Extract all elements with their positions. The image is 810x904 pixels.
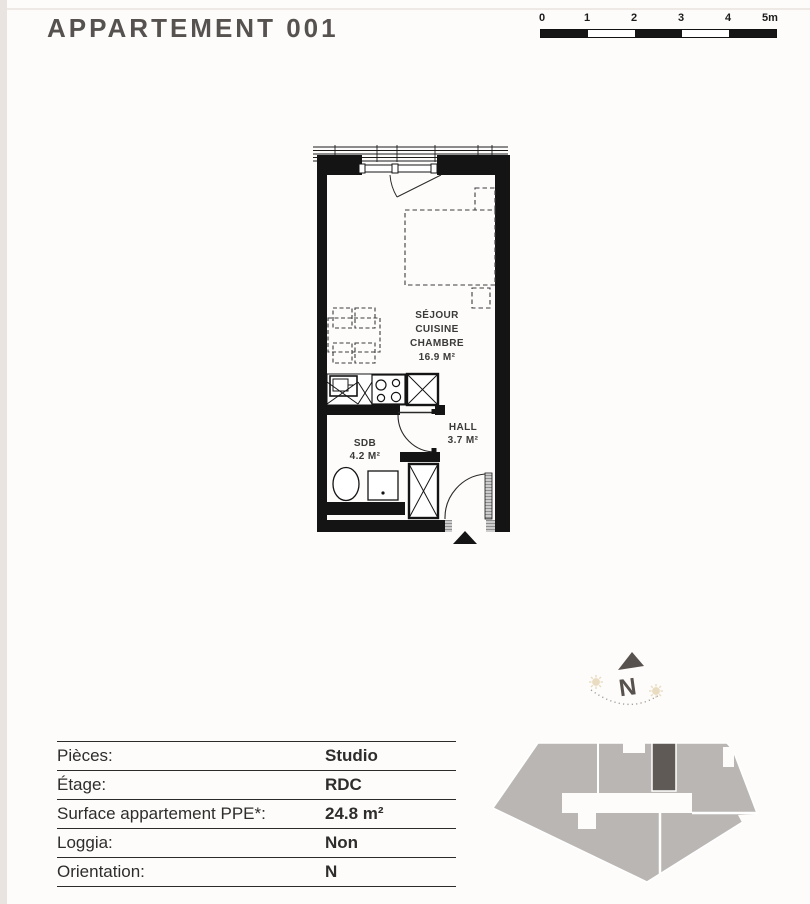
- room-label-sdb: SDB: [353, 438, 377, 449]
- room-label-cuisine: CUISINE: [415, 324, 459, 335]
- table-row: [57, 857, 456, 887]
- entrance-door-swing: [445, 473, 492, 519]
- bed-outline: [405, 188, 495, 308]
- shaft-kitchen: [407, 374, 438, 405]
- interior-door-swing: [398, 409, 437, 453]
- row-label: Surface appartement PPE*:: [57, 804, 266, 823]
- room-area-main: 16.9 M²: [418, 352, 456, 363]
- scale-tick-label: 1: [583, 12, 591, 24]
- shaft-hall: [409, 464, 438, 518]
- balcony-door-swing: [390, 175, 441, 197]
- scale-tick-label: 0: [538, 12, 546, 24]
- page-title: APPARTEMENT 001: [47, 13, 339, 43]
- row-label: Orientation:: [57, 862, 145, 881]
- room-label-sejour: SÉJOUR: [415, 310, 459, 321]
- row-value: N: [325, 862, 338, 881]
- page-top-edge: [7, 8, 810, 10]
- scale-bar: [540, 12, 777, 38]
- table-row: [57, 828, 456, 857]
- table-row: [57, 799, 456, 828]
- building-notch: [578, 813, 596, 829]
- scale-tick-label: 3: [677, 12, 685, 24]
- north-label: N: [617, 673, 639, 703]
- scale-tick-label: 5m: [762, 12, 778, 24]
- scale-bar-labels: [540, 12, 777, 27]
- entrance-arrow: [453, 531, 477, 544]
- building-notch: [623, 742, 645, 753]
- row-value: Non: [325, 833, 359, 852]
- dining-set: [328, 308, 380, 363]
- north-compass: [575, 640, 685, 720]
- table-row: [57, 741, 456, 770]
- room-area-sdb: 4.2 M²: [349, 451, 381, 462]
- row-label: Étage:: [57, 775, 107, 794]
- building-unit-highlight: [652, 743, 676, 791]
- scale-tick-label: 2: [630, 12, 638, 24]
- room-label-chambre: CHAMBRE: [410, 338, 464, 349]
- building-location-diagram: [485, 733, 765, 888]
- table-row: [57, 770, 456, 799]
- toilet: [333, 468, 359, 501]
- north-arrow-icon: [618, 652, 644, 670]
- row-value: 24.8 m²: [325, 804, 384, 823]
- building-corridor: [562, 793, 692, 813]
- page-left-edge: [0, 0, 7, 904]
- room-label-hall: HALL: [448, 422, 478, 433]
- scale-tick-label: 4: [724, 12, 732, 24]
- apartment-floor-plan: [310, 140, 520, 560]
- apartment-details-table: [57, 741, 456, 887]
- building-notch: [723, 747, 734, 767]
- washbasin: [368, 471, 398, 500]
- door-jamb-left: [445, 520, 452, 532]
- row-label: Loggia:: [57, 833, 113, 852]
- door-jamb-right: [486, 520, 495, 532]
- room-area-hall: 3.7 M²: [447, 435, 479, 446]
- sun-icon: [649, 684, 663, 698]
- stove: [372, 375, 405, 404]
- row-label: Pièces:: [57, 746, 113, 765]
- row-value: RDC: [325, 775, 362, 794]
- scale-bar-rule: [540, 29, 777, 38]
- sun-icon: [589, 675, 603, 689]
- row-value: Studio: [325, 746, 378, 765]
- window-top: [359, 164, 437, 173]
